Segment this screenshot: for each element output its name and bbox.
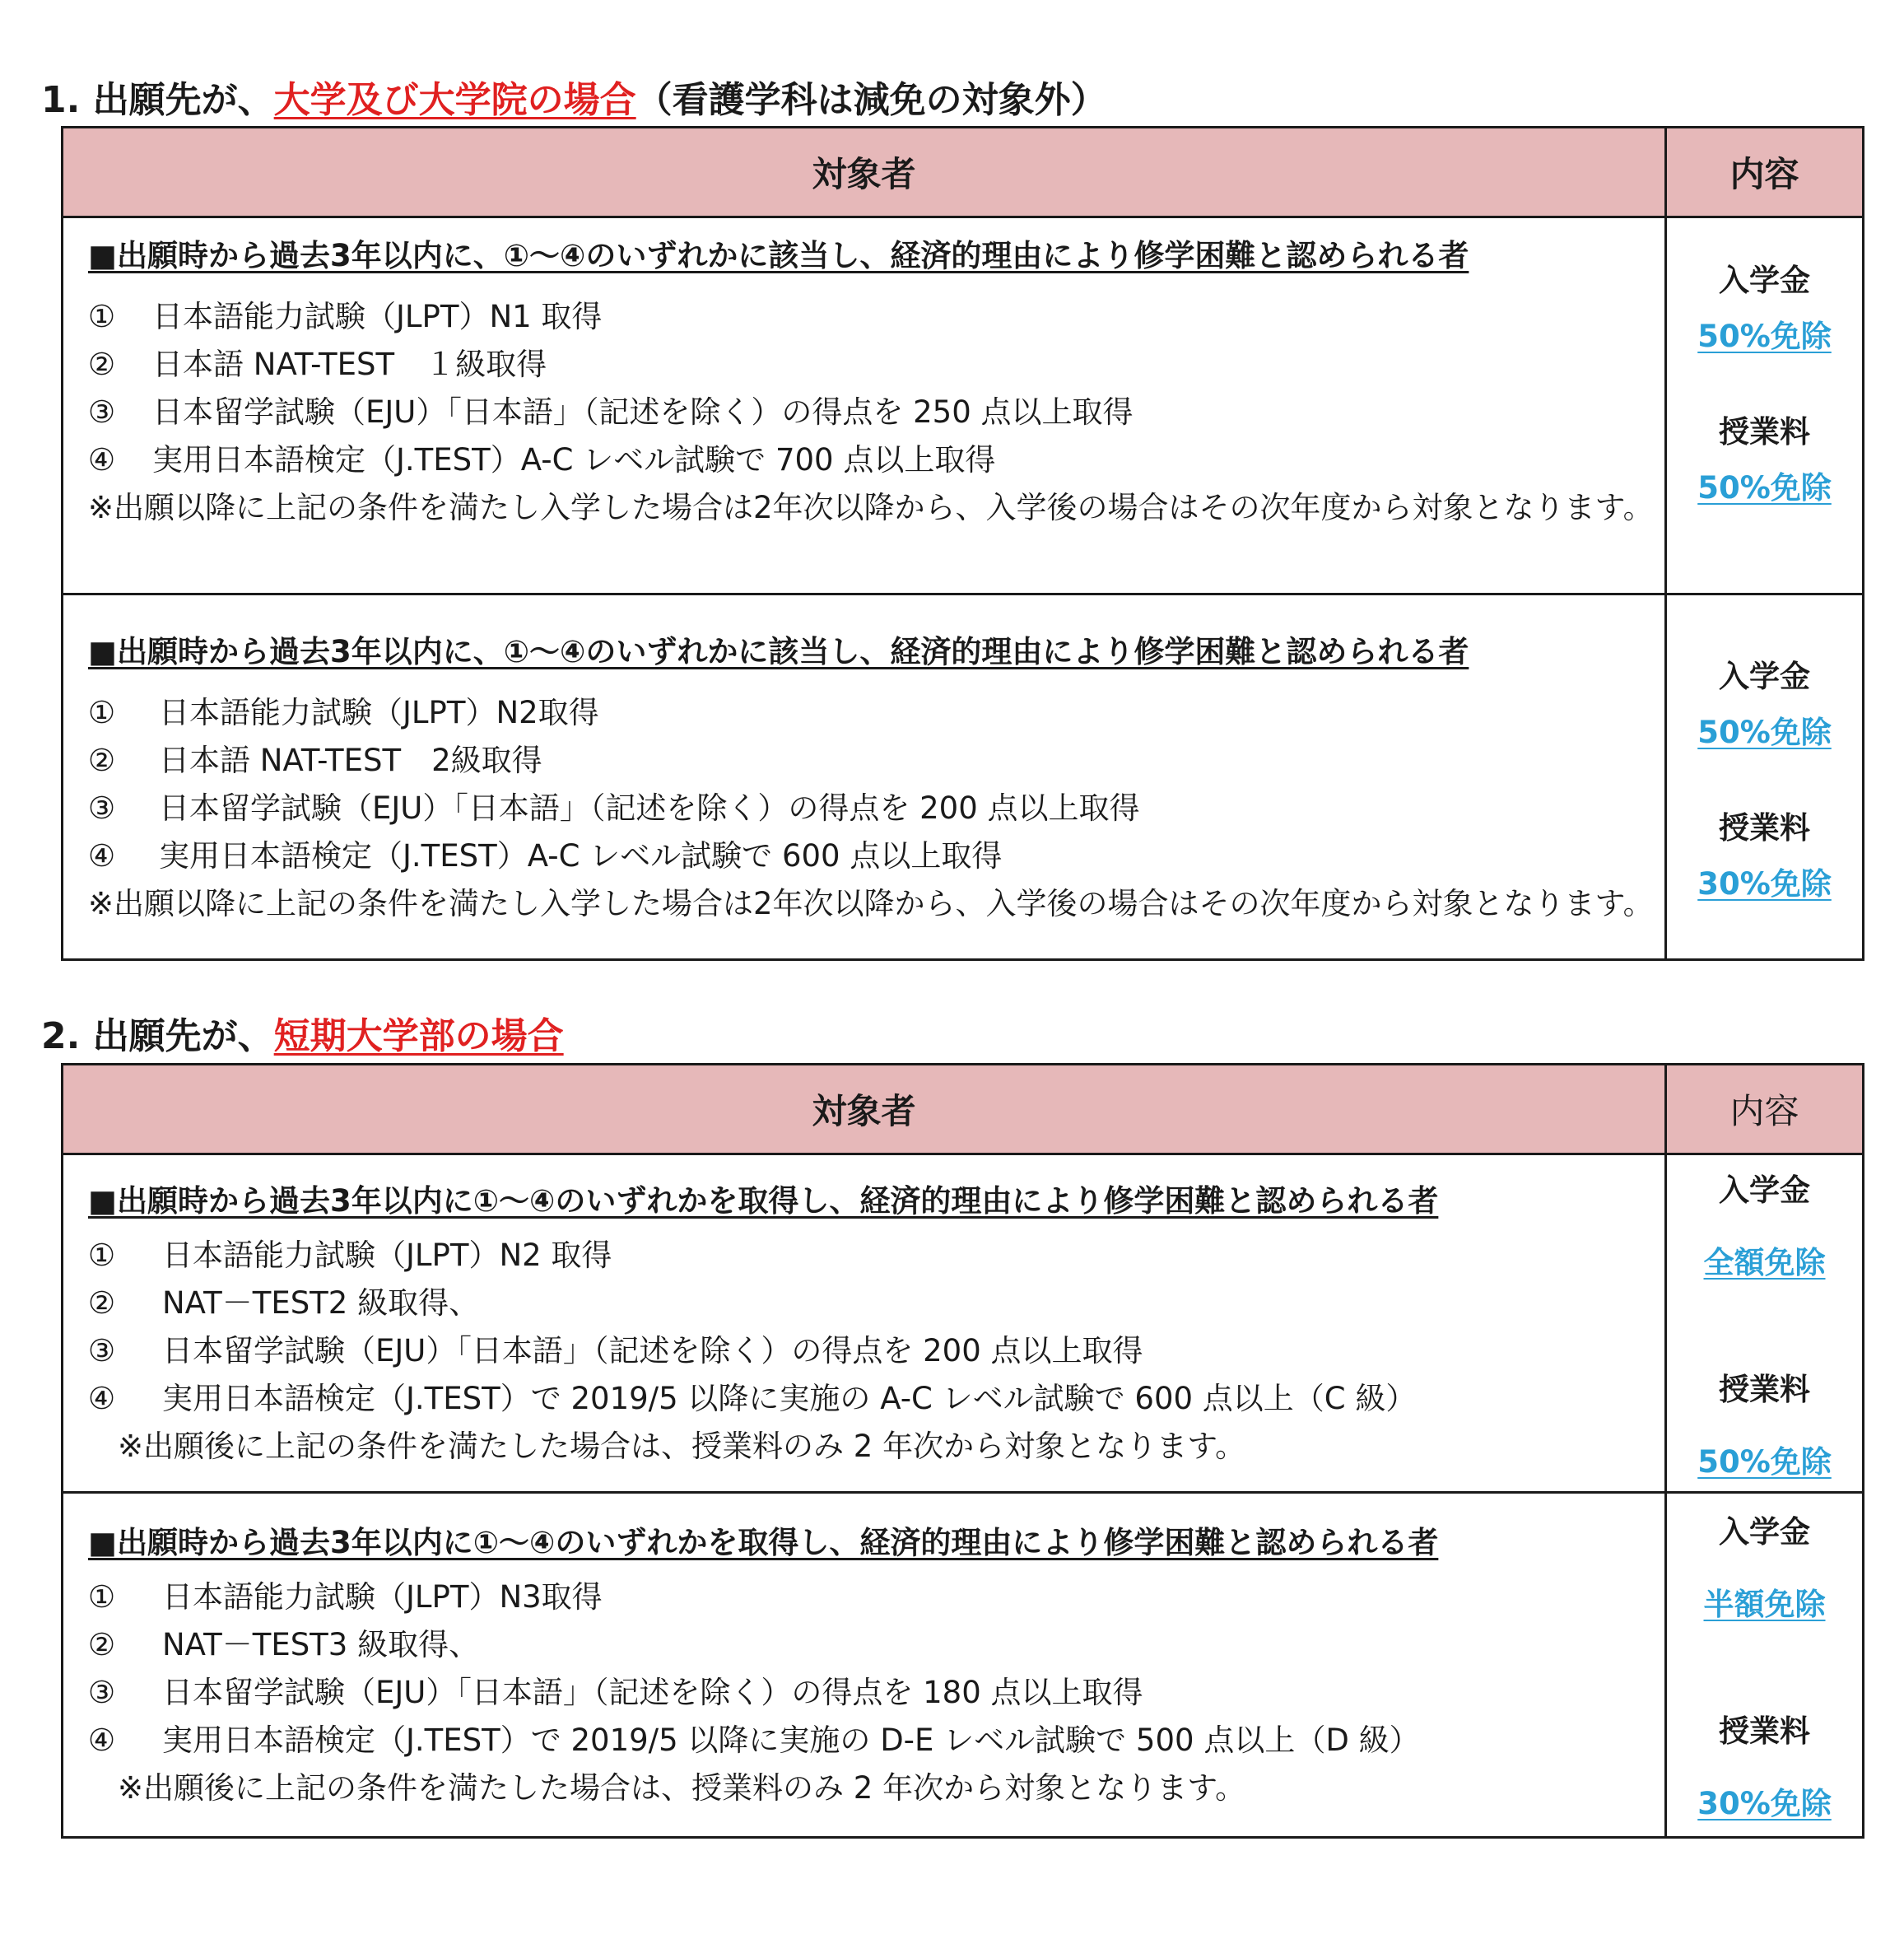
benefit-label: 入学金 [1719, 658, 1810, 694]
item-text: 日本留学試験（EJU）「日本語」（記述を除く）の得点を 200 点以上取得 [162, 1333, 1143, 1368]
list-item [88, 737, 1664, 785]
item-text: 実用日本語検定（J.TEST）A-C レベル試験で 700 点以上取得 [152, 441, 996, 478]
benefit-value[interactable]: 50%免除 [1697, 469, 1832, 506]
list-item [88, 1375, 1664, 1423]
item-number: ③ [88, 790, 116, 826]
table-header-row [63, 1065, 1864, 1154]
item-text: 日本語能力試験（JLPT）N1 取得 [152, 298, 603, 334]
benefit-value[interactable]: 30%免除 [1697, 1786, 1832, 1821]
section-1-table [61, 126, 1864, 961]
list-item [88, 689, 1664, 737]
benefit-label: 入学金 [1719, 1172, 1810, 1208]
list-item [88, 1280, 1664, 1327]
benefit-label: 授業料 [1719, 1713, 1810, 1749]
list-item [88, 1327, 1664, 1375]
item-number: ④ [88, 441, 116, 478]
condition-cell [63, 1154, 1666, 1493]
condition-cell [63, 1493, 1666, 1838]
list-item [88, 1717, 1664, 1765]
item-text: 実用日本語検定（J.TEST）で 2019/5 以降に実施の D-E レベル試験で 500 点以上（D 級） [162, 1723, 1420, 1758]
section-1-title [41, 79, 1107, 121]
item-number: ① [88, 694, 116, 730]
condition-note: ※出願後に上記の条件を満たした場合は、授業料のみ 2 年次から対象となります。 [118, 1429, 1246, 1464]
section-2-table [61, 1063, 1864, 1839]
condition-heading: ■出願時から過去3年以内に①～④のいずれかを取得し、経済的理由により修学困難と認められる者 [88, 1525, 1439, 1560]
header-target: 対象者 [63, 128, 1666, 217]
list-item [88, 785, 1664, 832]
item-text: 日本留学試験（EJU）「日本語」（記述を除く）の得点を 250 点以上取得 [152, 394, 1134, 430]
benefit-value[interactable]: 全額免除 [1703, 1245, 1826, 1280]
list-item [88, 1232, 1664, 1280]
benefit-label: 入学金 [1719, 262, 1810, 298]
list-item [88, 1669, 1664, 1717]
benefit-value[interactable]: 30%免除 [1697, 865, 1832, 902]
list-item [88, 1621, 1664, 1669]
item-number: ① [88, 298, 116, 334]
benefit-label: 授業料 [1719, 413, 1810, 450]
item-number: ② [88, 742, 116, 778]
section-1-prefix: 1. 出願先が、 [41, 79, 274, 121]
table-row [63, 217, 1864, 594]
condition-heading: ■出願時から過去3年以内に、①～④のいずれかに該当し、経済的理由により修学困難と認められる者 [88, 237, 1469, 273]
item-number: ④ [88, 1381, 116, 1416]
benefit-value[interactable]: 50%免除 [1697, 1444, 1832, 1480]
list-item [88, 389, 1664, 436]
item-text: 実用日本語検定（J.TEST）で 2019/5 以降に実施の A-C レベル試験で 600 点以上（C 級） [162, 1381, 1417, 1416]
item-number: ③ [88, 1333, 116, 1368]
benefit-cell [1666, 594, 1864, 960]
section-1-suffix: （看護学科は減免の対象外） [635, 79, 1107, 121]
benefit-cell [1666, 1493, 1864, 1838]
item-text: 日本語 NAT-TEST １級取得 [152, 346, 547, 382]
condition-cell [63, 217, 1666, 594]
condition-note: ※出願以降に上記の条件を満たし入学した場合は2年次以降から、入学後の場合はその次年度から対象となります。 [88, 885, 1654, 921]
benefit-value[interactable]: 50%免除 [1697, 714, 1832, 750]
benefit-cell [1666, 217, 1864, 594]
benefit-label: 授業料 [1719, 809, 1810, 846]
item-text: 日本留学試験（EJU）「日本語」（記述を除く）の得点を 200 点以上取得 [159, 790, 1140, 826]
header-content: 内容 [1666, 128, 1864, 217]
benefit-value[interactable]: 50%免除 [1697, 318, 1832, 354]
table-row [63, 1493, 1864, 1838]
list-item [88, 293, 1664, 341]
item-number: ① [88, 1579, 116, 1615]
condition-cell [63, 594, 1666, 960]
header-content: 内容 [1666, 1065, 1864, 1154]
list-item [88, 436, 1664, 484]
item-number: ④ [88, 1723, 116, 1758]
item-text: 日本語 NAT-TEST 2級取得 [159, 742, 542, 778]
header-target: 対象者 [63, 1065, 1666, 1154]
item-text: 日本語能力試験（JLPT）N3取得 [162, 1579, 603, 1615]
condition-note: ※出願以降に上記の条件を満たし入学した場合は2年次以降から、入学後の場合はその次年度から対象となります。 [88, 489, 1654, 525]
item-number: ④ [88, 837, 116, 874]
list-item [88, 341, 1664, 389]
item-number: ③ [88, 1675, 116, 1710]
section-2-highlight: 短期大学部の場合 [273, 1015, 564, 1057]
item-number: ① [88, 1238, 116, 1273]
condition-heading: ■出願時から過去3年以内に、①～④のいずれかに該当し、経済的理由により修学困難と認められる者 [88, 633, 1469, 669]
item-text: 日本語能力試験（JLPT）N2 取得 [162, 1238, 612, 1273]
item-number: ③ [88, 394, 116, 430]
section-1-highlight: 大学及び大学院の場合 [273, 79, 636, 121]
item-text: 実用日本語検定（J.TEST）A-C レベル試験で 600 点以上取得 [159, 837, 1003, 874]
condition-note: ※出願後に上記の条件を満たした場合は、授業料のみ 2 年次から対象となります。 [118, 1770, 1246, 1806]
item-number: ② [88, 1627, 116, 1662]
item-text: 日本語能力試験（JLPT）N2取得 [159, 694, 599, 730]
table-row [63, 1154, 1864, 1493]
list-item [88, 1573, 1664, 1621]
condition-heading: ■出願時から過去3年以内に①～④のいずれかを取得し、経済的理由により修学困難と認められる者 [88, 1183, 1439, 1219]
list-item [88, 832, 1664, 880]
item-text: 日本留学試験（EJU）「日本語」（記述を除く）の得点を 180 点以上取得 [162, 1675, 1143, 1710]
benefit-cell [1666, 1154, 1864, 1493]
benefit-label: 入学金 [1719, 1514, 1810, 1550]
section-2-title [41, 1015, 564, 1057]
item-text: NAT－TEST2 級取得、 [162, 1285, 480, 1321]
table-header-row [63, 128, 1864, 217]
table-row [63, 594, 1864, 960]
benefit-value[interactable]: 半額免除 [1703, 1587, 1826, 1622]
item-number: ② [88, 346, 116, 382]
item-number: ② [88, 1285, 116, 1321]
section-2-prefix: 2. 出願先が、 [41, 1015, 274, 1057]
item-text: NAT－TEST3 級取得、 [162, 1627, 480, 1662]
benefit-label: 授業料 [1719, 1372, 1810, 1407]
